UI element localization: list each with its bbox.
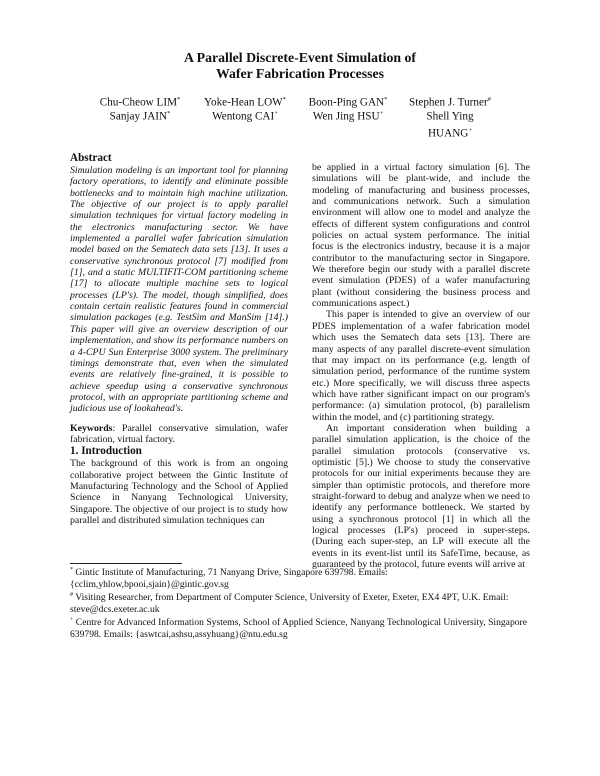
author-huang: Shell Ying HUANG+ [426, 110, 474, 140]
right-paragraph-2: This paper is intended to give an overview of our PDES implementation of a wafer fabrication model which uses the Sematech data sets [13]. There are many aspects of any parallel discrete-event simulation that may impact on its performance (e.g. length of simulation period, performance of the runtime system etc.) More specifically, we will discuss three aspects which have rather significant impact on our program's performance: (a) simulation protocol, (b) parallelism within the model, and (c) partitioning strategy. [312, 309, 530, 423]
right-paragraph-3: An important consideration when building a parallel simulation application, is the choice of the parallel simulation protocols (conservative vs. optimistic [5].) We choose to study the conservative protocols for our initial experiments because they are simpler than optimistic protocols, and therefore more straight-forward to debug and analyze when we need to identify any performance bottleneck. We started by using a synchronous protocol [1] in which all the logical processes (LP's) proceed in super-steps. (During each super-step, an LP will execute all the events in its event-list until its SafeTime, because, as guaranteed by the protocol, future events will arrive at [312, 422, 530, 571]
author-lim: Chu-Cheow LIM* [99, 96, 181, 109]
right-paragraph-1: be applied in a virtual factory simulation [6]. The simulations will be plant-wide, and include the modeling of manufacturing and business processes, and communications network. Such a simulation environment will allow one to model and analyze the effects of different system configurations and control policies on actual system performance. The initial focus is the electronics industry, because it is a major contributor to the manufacturing sector in Singapore. We therefore begin our study with a parallel discrete event simulation (PDES) of a wafer manufacturing plant (without considering the business process and communications aspect.) [312, 162, 530, 310]
footnote-divider [70, 563, 182, 564]
author-gan: Boon-Ping GAN* [308, 96, 388, 109]
author-jain: Sanjay JAIN* [109, 110, 171, 123]
introduction-paragraph-1: The background of this work is from an ongoing collaborative project between the Gintic Institute of Manufacturing Technology and the School of Applied Science in Nanyang Technological University, Singapore. The objective of our project is to study how parallel and distributed simulation techniques can [70, 458, 288, 526]
keywords-label: Keywords [70, 422, 113, 434]
introduction-heading: 1. Introduction [70, 445, 142, 458]
keywords [70, 423, 288, 446]
footnotes [70, 565, 540, 641]
footnote-ntu: + Centre for Advanced Information Systems, School of Applied Science, Nanyang Technological University, Singapore 639798. Emails: {aswtcai,ashsu,assyhuang}@ntu.edu.sg [70, 617, 527, 641]
keywords-text: : Parallel conservative simulation, wafer fabrication, virtual factory. [70, 422, 288, 445]
right-column [312, 162, 530, 570]
footnote-exeter: # Visiting Researcher, from Department of Computer Science, University of Exeter, Exeter, EX4 4PT, U.K. Email: steve@dcs.exeter.ac.uk [70, 592, 509, 615]
author-hsu: Wen Jing HSU+ [312, 110, 384, 123]
left-column [70, 152, 288, 526]
paper-title [0, 50, 600, 82]
abstract-heading: Abstract [70, 152, 112, 164]
title-line-1: A Parallel Discrete-Event Simulation of [184, 50, 416, 65]
author-cai: Wentong CAI+ [212, 110, 278, 123]
author-turner: Stephen J. Turner# [409, 96, 491, 109]
author-low: Yoke-Hean LOW* [204, 96, 286, 109]
title-line-2: Wafer Fabrication Processes [215, 66, 385, 81]
abstract-text: Simulation modeling is an important tool for planning factory operations, to identify and eliminate possible bottlenecks and to maintain high machine utilization. The objective of our project is to apply parallel simulation techniques for virtual factory modeling in the electronics manufacturing sector. We have implemented a parallel wafer fabrication simulation model based on the Sematech data sets [13]. It uses a conservative synchronous protocol [7] modified from [1], and a static MULTIFIT-COM partitioning scheme [17] to allocate multiple machine sets to logical processes (LP's). The model, though simplified, does contain certain realistic features found in commercial simulation packages (e.g. TestSim and ManSim [14].) This paper will give an overview description of our implementation, and show its performance numbers on a 4-CPU Sun Enterprise 3000 system. The preliminary timings demonstrate that, even when the simulated events are relatively fine-grained, it is possible to achieve speedup using a conservative synchronous protocol, with an appropriate partitioning scheme and judicious use of lookahead's. [70, 165, 288, 415]
footnote-gintic: * Gintic Institute of Manufacturing, 71 Nanyang Drive, Singapore 639798. Emails: {cclim,yhlow,bpooi,sjain}@gintic.gov.sg [70, 567, 388, 590]
